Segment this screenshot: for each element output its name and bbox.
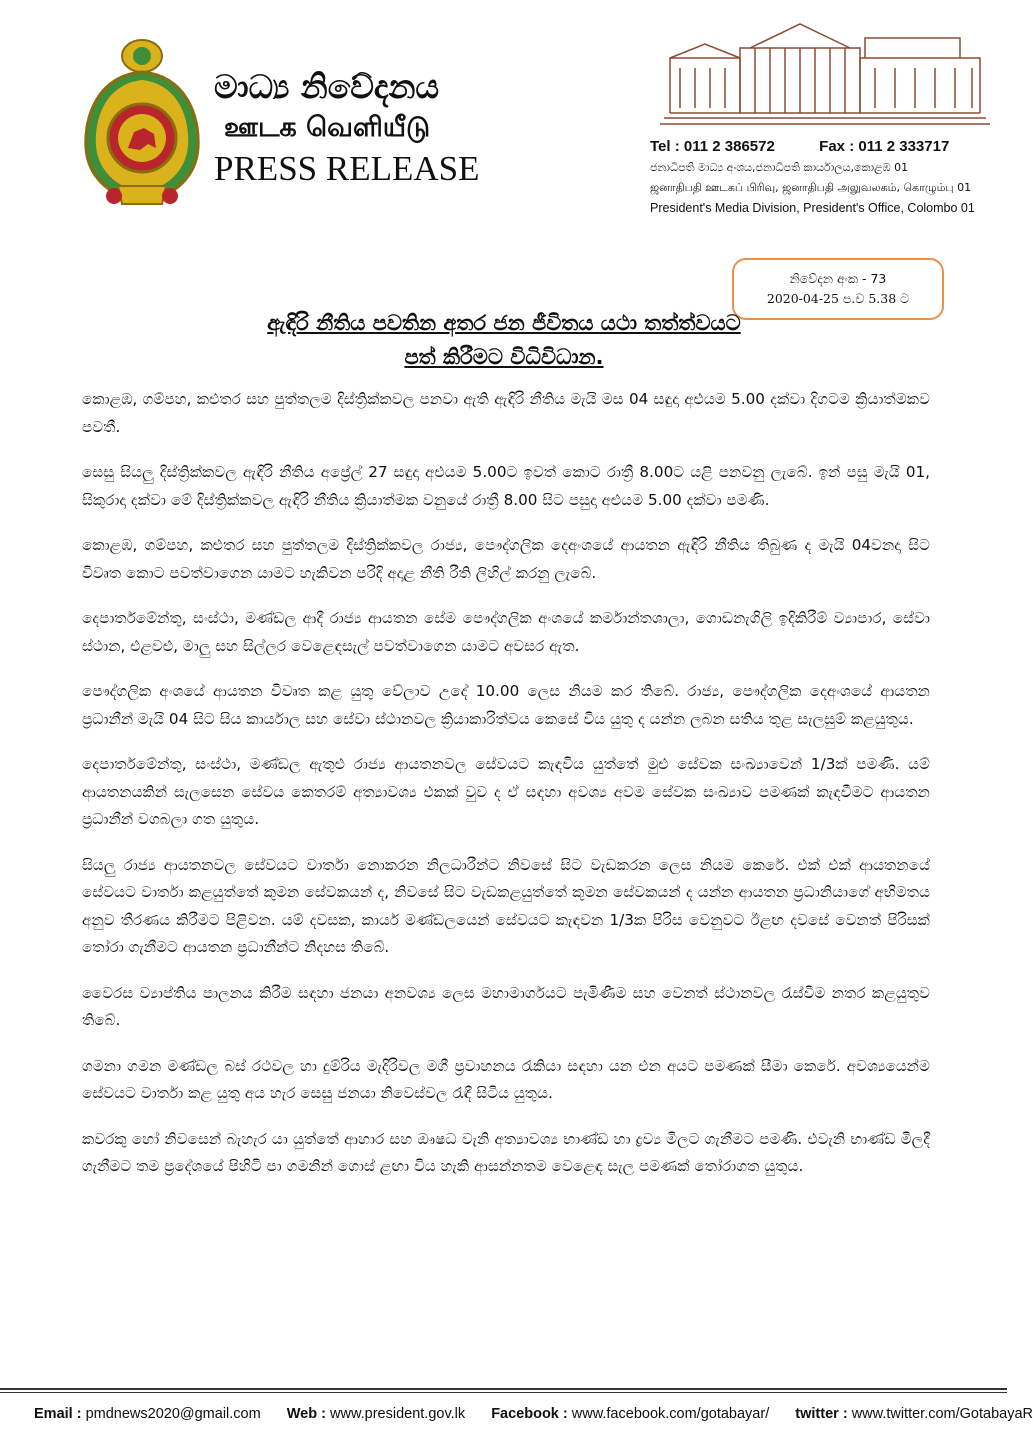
paragraph: වෛරස ව්‍යාප්තිය පාලනය කිරීම සඳහා ජනයා අනවශ්‍ය ලෙස මහාමාර්ගයට පැමිණීම සහ වෙනත් ස්ථානවල රැස්වීම නතර කළයුතුව තිබේ. [82, 983, 930, 1029]
headline [80, 306, 928, 374]
title-sinhala: මාධ්‍ය නිවේදනය [214, 67, 440, 106]
footer-contacts: Email : pmdnews2020@gmail.com Web : www.president.gov.lk Facebook : www.facebook.com/gotabayar/ twitter : www.twitter.com/GotabayaR [34, 1406, 1033, 1422]
sri-lanka-emblem-icon [78, 36, 206, 214]
press-release-title [212, 66, 492, 190]
address-english: President's Media Division, President's Office, Colombo 01 [650, 201, 975, 215]
headline-line-2: පත් කිරීමට විධිවිධාන. [404, 345, 604, 369]
web-link[interactable]: www.president.gov.lk [330, 1406, 466, 1422]
reference-number: නිවේදන අංක - 73 [789, 271, 887, 286]
address-sinhala: ජනාධිපති මාධ්‍ය අංශය,ජනාධිපති කාර්යාලය,කොළඹ 01 [650, 161, 909, 174]
tel-fax-line [650, 136, 1002, 158]
twitter-label: twitter [795, 1406, 839, 1422]
body-text [82, 386, 930, 1199]
paragraph: සෙසු සියලු දිස්ත්‍රික්කවල ඇඳිරි නීතිය අප්‍රේල් 27 සඳුදා අළුයම 5.00ට ඉවත් කොට රාත්‍රී 8.00ට යළි පනවනු ලැබේ. ඉන් පසු මැයි 01, සිකුරාදා දක්වා මේ දිස්ත්‍රික්කවල ඇඳිරි නීතිය ක්‍රියාත්මක වනුයේ රාත්‍රී 8.00 සිට පසුදා අළුයම 5.00 දක්වා පමණි. [82, 463, 930, 509]
paragraph: කොළඹ, ගම්පහ, කළුතර සහ පුත්තලම දිස්ත්‍රික්කවල රාජ්‍ය, පෞද්ගලික දෙඅංශයේ ආයතන ඇඳිරි නීතිය තිබුණ ද මැයි 04වනදා සිට විවෘත කොට පවත්වාගෙන යාමට හැකිවන පරිදි අදාළ නීති රීති ලිහිල් කරනු ලැබේ. [82, 536, 930, 582]
fax-value: : 011 2 333717 [849, 138, 950, 155]
paragraph: සියලු රාජ්‍ය ආයතනවල සේවයට වාර්තා නොකරන නිලධාරීන්ට නිවසේ සිට වැඩකරන ලෙස නියම කෙරේ. එක් එක් ආයතනයේ සේවයට වාර්තා කළයුත්තේ කුමන සේවකයන් ද, නිවසේ සිට වැඩකළයුත්තේ කුමන සේවකයන් ද යන්න ආයතන ප්‍රධානියාගේ අභිමතය අනුව තීරණය කිරීමට පිළිවන. යම් දවසක, කාර්ය මණ්ඩලයෙන් සේවයට කැඳවන 1/3ක පිරිස වෙනුවට ඊළඟ දවසේ වෙනත් පිරිසක් තෝරා ගැනීමට ආයතන ප්‍රධානීන්ට නිදහස තිබේ. [82, 855, 930, 956]
title-english: PRESS RELEASE [214, 149, 480, 188]
email-link[interactable]: pmdnews2020@gmail.com [85, 1406, 261, 1422]
title-tamil: ஊடக வெளியீடு [224, 112, 431, 143]
facebook-link[interactable]: www.facebook.com/gotabayar/ [571, 1406, 770, 1422]
paragraph: පෞද්ගලික අංශයේ ආයතන විවෘත කළ යුතු වේලාව උදේ 10.00 ලෙස නියම කර තිබේ. රාජ්‍ය, පෞද්ගලික දෙඅංශයේ ආයතන ප්‍රධානීන් මැයි 04 සිට සිය කාර්යාල සහ සේවා ස්ථානවල ක්‍රියාකාරිත්වය කෙසේ විය යුතු ද යන්න ලබන සතිය තුළ සැලසුම් කළයුතුය. [82, 682, 930, 728]
tel-label: Tel [650, 138, 671, 155]
contact-block [650, 136, 1002, 218]
email-label: Email [34, 1406, 73, 1422]
web-label: Web [286, 1406, 318, 1422]
paragraph: කවරකු හෝ නිවසෙන් බැහැර යා යුත්තේ ආහාර සහ ඖෂධ වැනි අත්‍යාවශ්‍ය භාණ්ඩ හා ද්‍රව්‍ය මිලට ගැනීමට පමණි. එවැනි භාණ්ඩ මිලදී ගැනීමට තම ප්‍රදේශයේ පිහිටි පා ගමනින් ගොස් ළඟා විය හැකි ආසන්නතම වෙළෙඳ සැල පමණක් තෝරාගත යුතුය. [82, 1129, 930, 1175]
footer-divider [0, 1388, 1007, 1393]
fax-label: Fax [819, 138, 846, 155]
paragraph: දෙපාර්තමේන්තු, සංස්ථා, මණ්ඩල ආදී රාජ්‍ය ආයතන සේම පෞද්ගලික අංශයේ කර්මාන්තශාලා, ගොඩනැගිලි ඉදිකිරීම් ව්‍යාපාර, සේවා ස්ථාන, එළවළු, මාලු සහ සිල්ලර වෙළෙඳසැල් පවත්වාගෙන යාමට අවසර ඇත. [82, 609, 930, 655]
address-tamil: ஜனாதிபதி ஊடகப் பிரிவு, ஜனாதிபதி அலுவலகம், கொழும்பு 01 [650, 181, 972, 194]
twitter-link[interactable]: www.twitter.com/GotabayaR [851, 1406, 1033, 1422]
presidents-house-icon [660, 18, 990, 128]
facebook-label: Facebook [491, 1406, 559, 1422]
reference-datetime: 2020-04-25 ප.ව 5.38 ට [766, 291, 910, 306]
tel-value: : 011 2 386572 [674, 138, 775, 155]
paragraph: කොළඹ, ගම්පහ, කළුතර සහ පුත්තලම දිස්ත්‍රික්කවල පනවා ඇති ඇඳිරි නීතිය මැයි මස 04 සඳුදා අළුයම 5.00 දක්වා දිගටම ක්‍රියාත්මකව පවතී. [82, 390, 930, 436]
headline-line-1: ඇඳිරි නීතිය පවතින අතර ජන ජීවිතය යථා තත්ත්වයට [267, 311, 741, 335]
paragraph: ගමනා ගමන මණ්ඩල බස් රථවල හා දුම්රිය මැදිරිවල මගී ප්‍රවාහනය රැකියා සඳහා යන එන අයට පමණක් සීමා කෙරේ. අවශ්‍යයෙන්ම සේවයට වාර්තා කළ යුතු අය හැර සෙසු ජනයා නිවෙස්වල රැඳී සිටිය යුතුය. [82, 1056, 930, 1102]
paragraph: දෙපාර්තමේන්තු, සංස්ථා, මණ්ඩල ඇතුළු රාජ්‍ය ආයතනවල සේවයට කැඳවිය යුත්තේ මුළු සේවක සංඛ්‍යාවෙන් 1/3ක් පමණි. යම් ආයතනයකින් සැලසෙන සේවය කෙතරම් අත්‍යාවශ්‍ය එකක් වුව ද ඒ සඳහා අවශ්‍ය අවම සේවක සංඛ්‍යාව පමණක් කැඳවීමට ආයතන ප්‍රධානීන් වගබලා ගත යුතුය. [82, 755, 930, 828]
